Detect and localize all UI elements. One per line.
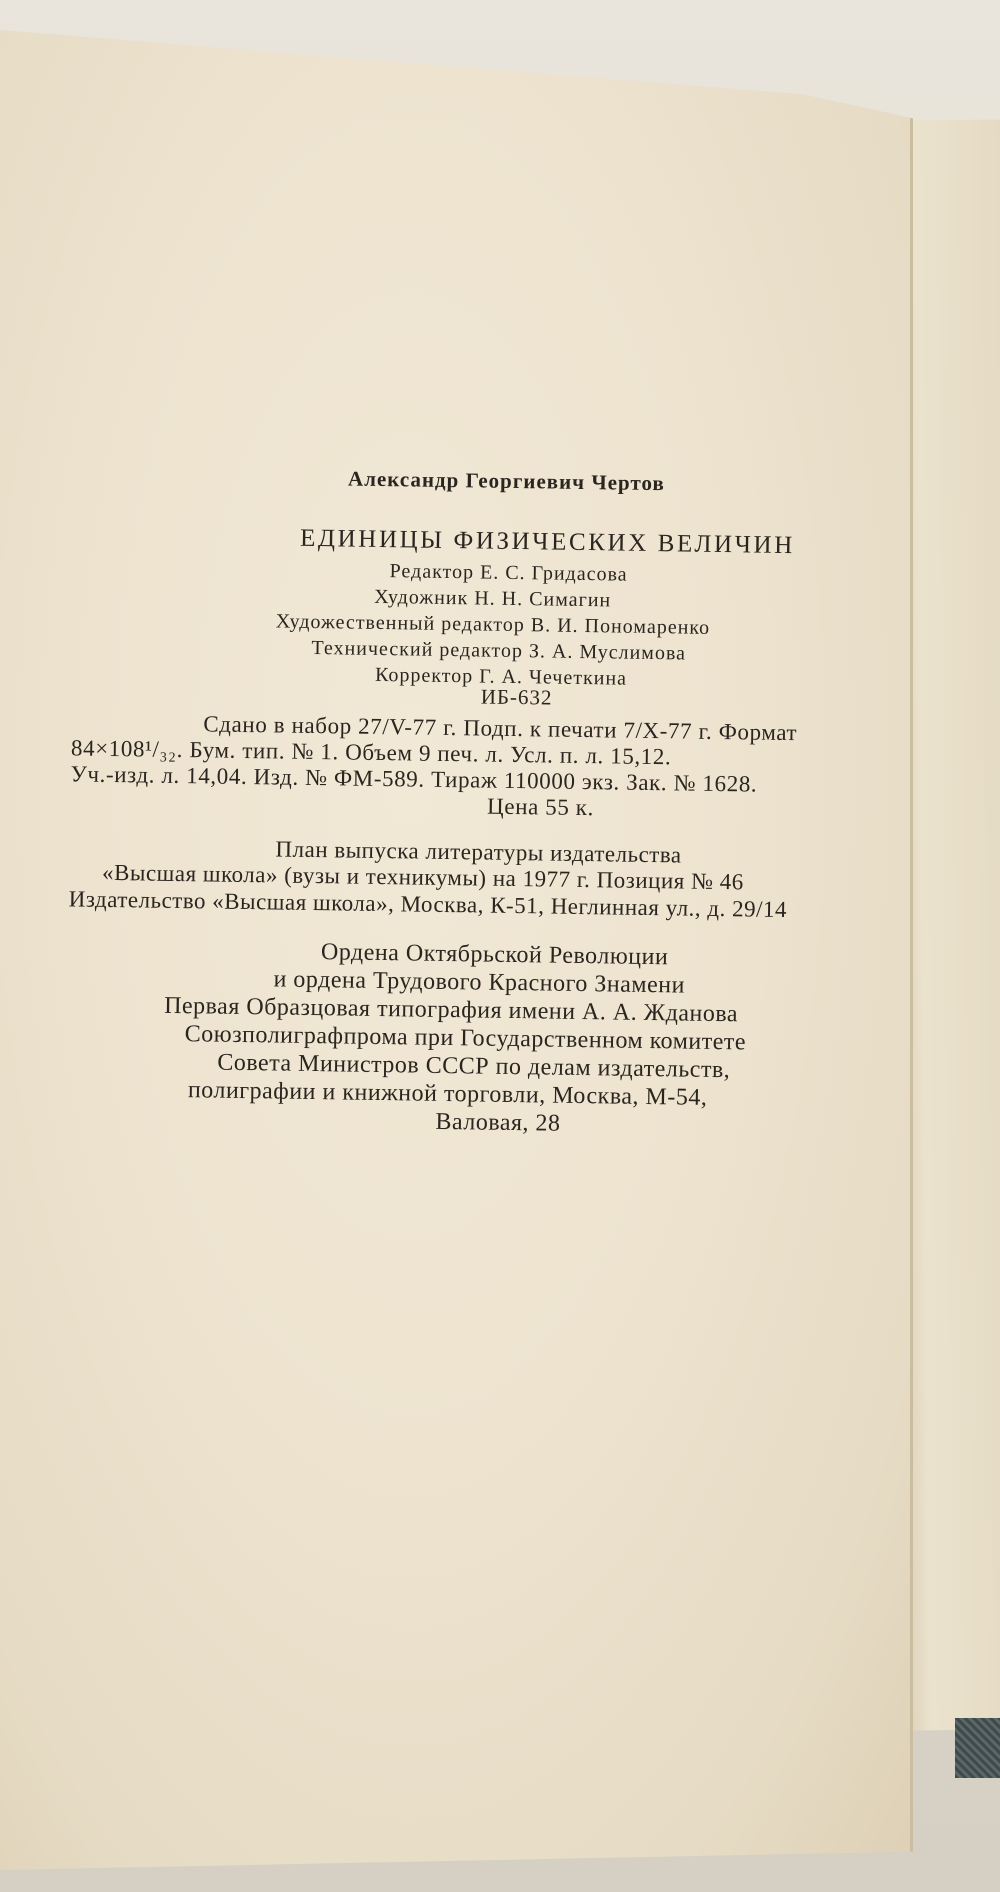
publisher-line-1: План выпуска литературы издательства: [275, 836, 682, 868]
book-title: ЕДИНИЦЫ ФИЗИЧЕСКИХ ВЕЛИЧИН: [299, 524, 796, 560]
printer-line-1: Ордена Октябрьской Революции: [320, 939, 669, 971]
pubdata-line-3: Уч.-изд. л. 14,04. Изд. № ФМ-589. Тираж 110000 экз. Зак. № 1628.: [70, 761, 758, 797]
ib-number: ИБ-632: [480, 684, 553, 710]
printer-line-5: Совета Министров СССР по делам издательств,: [217, 1049, 731, 1084]
price: Цена 55 к.: [486, 793, 595, 821]
book-cover-corner: [955, 1718, 1000, 1778]
credit-artist: Художник Н. Н. Симагин: [374, 585, 612, 612]
printer-line-3: Первая Образцовая типография имени А. А. Жданова: [163, 992, 739, 1028]
pubdata-line-1: Сдано в набор 27/V-77 г. Подп. к печати 7/X-77 г. Формат: [203, 711, 798, 746]
colophon-text: [7, 0, 1000, 1137]
publisher-line-2: «Высшая школа» (вузы и техникумы) на 1977 г. Позиция № 46: [101, 859, 744, 895]
pubdata-line-2: 84×108¹/₃₂. Бум. тип. № 1. Объем 9 печ. л. Усл. п. л. 15,12.: [70, 735, 672, 770]
printer-line-4: Союзполиграфпрома при Государственном комитете: [184, 1021, 747, 1056]
author-name: Александр Георгиевич Чертов: [347, 466, 665, 496]
printer-line-2: и ордена Трудового Красного Знамени: [273, 966, 686, 999]
printer-line-7: Валовая, 28: [435, 1108, 561, 1137]
credit-tech-editor: Технический редактор З. А. Муслимова: [311, 636, 687, 665]
credit-art-editor: Художественный редактор В. И. Пономаренко: [275, 610, 711, 639]
publisher-line-3: Издательство «Высшая школа», Москва, К-51, Неглинная ул., д. 29/14: [68, 886, 788, 923]
credit-proofreader: Корректор Г. А. Чечеткина: [374, 663, 628, 690]
printer-line-6: полиграфии и книжной торговли, Москва, М-54,: [187, 1077, 708, 1111]
credit-editor: Редактор Е. С. Гридасова: [389, 560, 628, 586]
